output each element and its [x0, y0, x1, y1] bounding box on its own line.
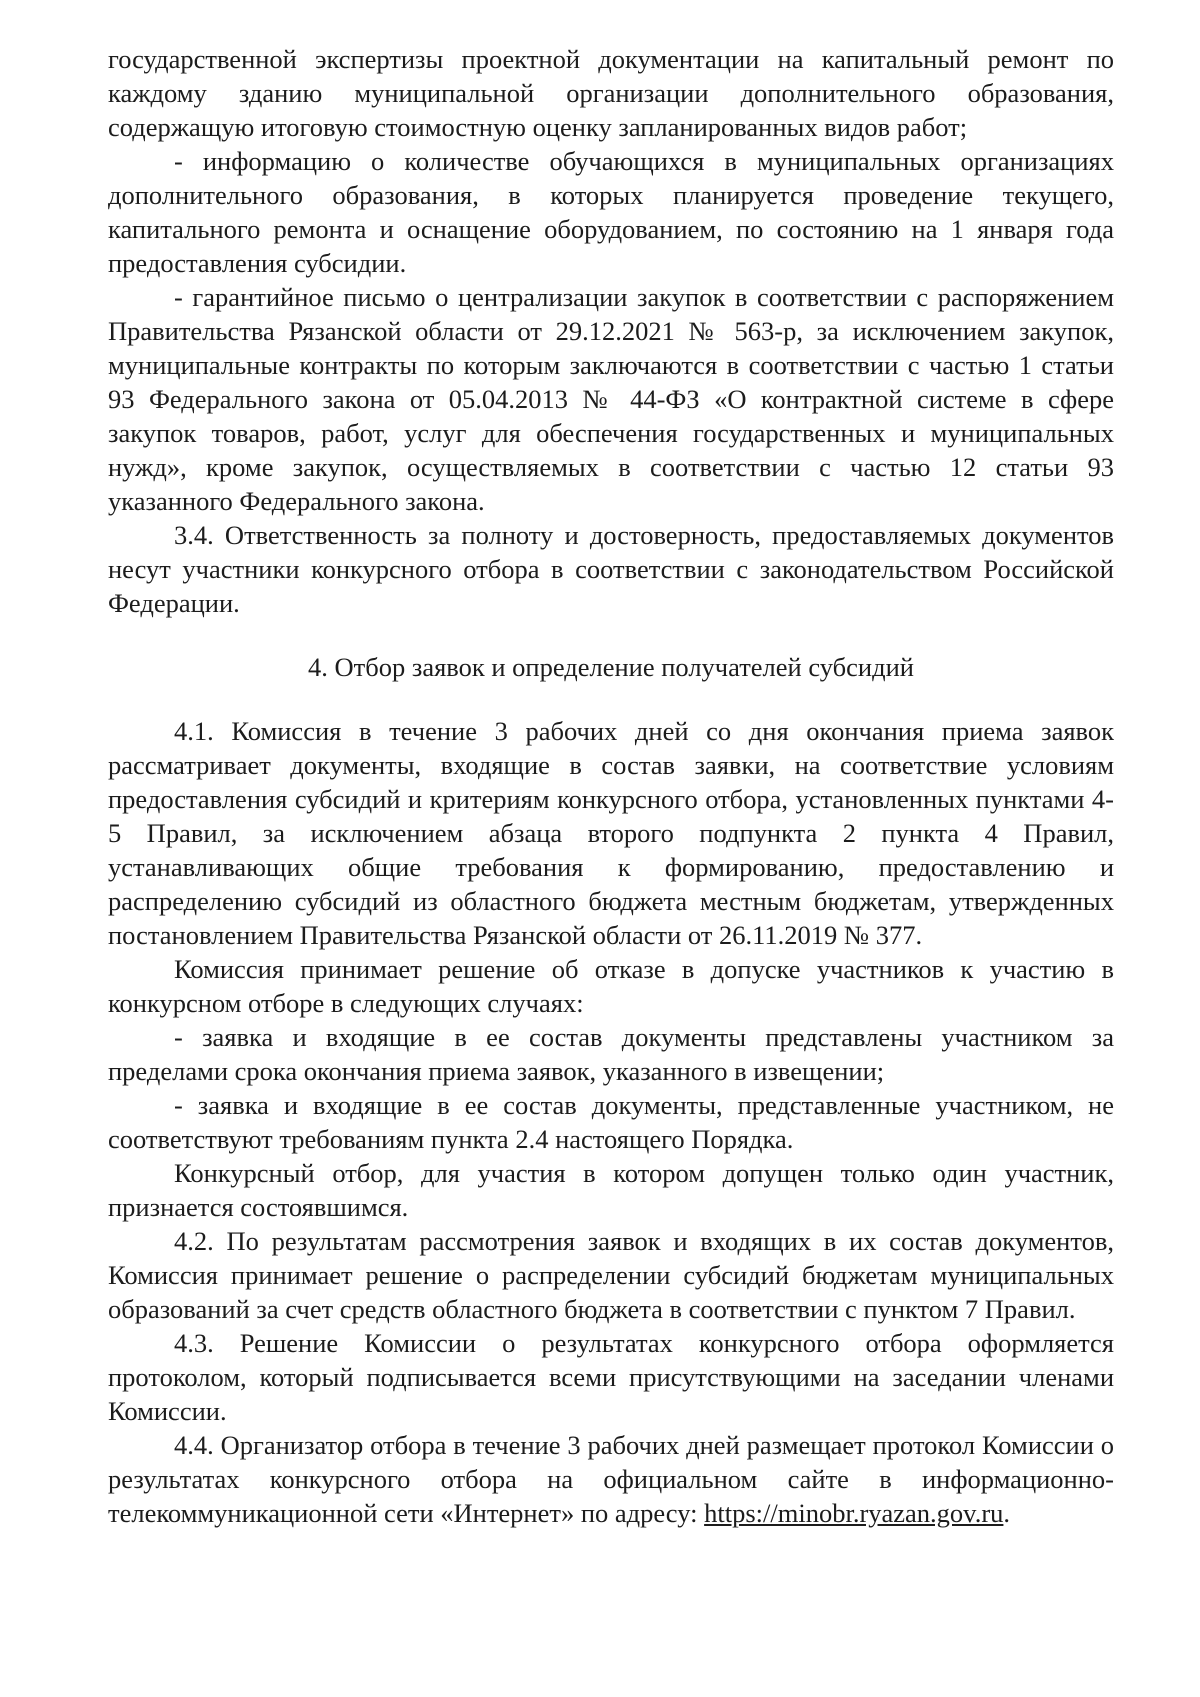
paragraph-refusal-intro: Комиссия принимает решение об отказе в допуске участников к участию в конкурсном отборе в следующих случаях: [108, 954, 1114, 1018]
paragraph-students-info: - информацию о количестве обучающихся в муниципальных организациях дополнительного образования, в которых планируется проведение текущего, капитального ремонта и оснащение оборудованием, по состоянию на 1 января года предоставления субсидии. [108, 146, 1114, 278]
paragraph-3-4-responsibility: 3.4. Ответственность за полноту и достоверность, предоставляемых документов несут участники конкурсного отбора в соответствии с законодательством Российской Федерации. [108, 520, 1114, 618]
document-body [108, 42, 1114, 1530]
paragraph-guarantee-letter: - гарантийное письмо о централизации закупок в соответствии с распоряжением Правительства Рязанской области от 29.12.2021 № 563-р, за исключением закупок, муниципальные контракты по которым заключаются в соответствии с частью 1 статьи 93 Федерального закона от 05.04.2013 № 44-ФЗ «О контрактной системе в сфере закупок товаров, работ, услуг для обеспечения государственных и муниципальных нужд», кроме закупок, осуществляемых в соответствии с частью 12 статьи 93 указанного Федерального закона. [108, 282, 1114, 516]
paragraph-4-2: 4.2. По результатам рассмотрения заявок и входящих в их состав документов, Комиссия принимает решение о распределении субсидий бюджетам муниципальных образований за счет средств областного бюджета в соответствии с пунктом 7 Правил. [108, 1226, 1114, 1324]
paragraph-single-participant: Конкурсный отбор, для участия в котором допущен только один участник, признается состоявшимся. [108, 1158, 1114, 1222]
paragraph-refusal-item-1: - заявка и входящие в ее состав документы представлены участником за пределами срока окончания приема заявок, указанного в извещении; [108, 1022, 1114, 1086]
paragraph-4-4-text: 4.4. Организатор отбора в течение 3 рабочих дней размещает протокол Комиссии о результатах конкурсного отбора на официальном сайте в информационно-телекоммуникационной сети «Интернет» по адресу: [108, 1430, 1114, 1528]
paragraph-4-4-end: . [1003, 1498, 1011, 1528]
paragraph-4-1: 4.1. Комиссия в течение 3 рабочих дней со дня окончания приема заявок рассматривает документы, входящие в состав заявки, на соответствие условиям предоставления субсидий и критериям конкурсного отбора, установленных пунктами 4-5 Правил, за исключением абзаца второго подпункта 2 пункта 4 Правил, устанавливающих общие требования к формированию, предоставлению и распределению субсидий из областного бюджета местным бюджетам, утвержденных постановлением Правительства Рязанской области от 26.11.2019 № 377. [108, 716, 1114, 950]
ministry-website-link[interactable]: https://minobr.ryazan.gov.ru [704, 1498, 1004, 1528]
paragraph-expertise-continuation: государственной экспертизы проектной документации на капитальный ремонт по каждому зданию муниципальной организации дополнительного образования, содержащую итоговую стоимостную оценку запланированных видов работ; [108, 44, 1114, 142]
paragraph-4-3: 4.3. Решение Комиссии о результатах конкурсного отбора оформляется протоколом, который подписывается всеми присутствующими на заседании членами Комиссии. [108, 1328, 1114, 1426]
paragraph-refusal-item-2: - заявка и входящие в ее состав документы, представленные участником, не соответствуют требованиям пункта 2.4 настоящего Порядка. [108, 1090, 1114, 1154]
paragraph-4-4 [108, 1428, 1114, 1530]
section-4-title: 4. Отбор заявок и определение получателей субсидий [308, 652, 914, 682]
